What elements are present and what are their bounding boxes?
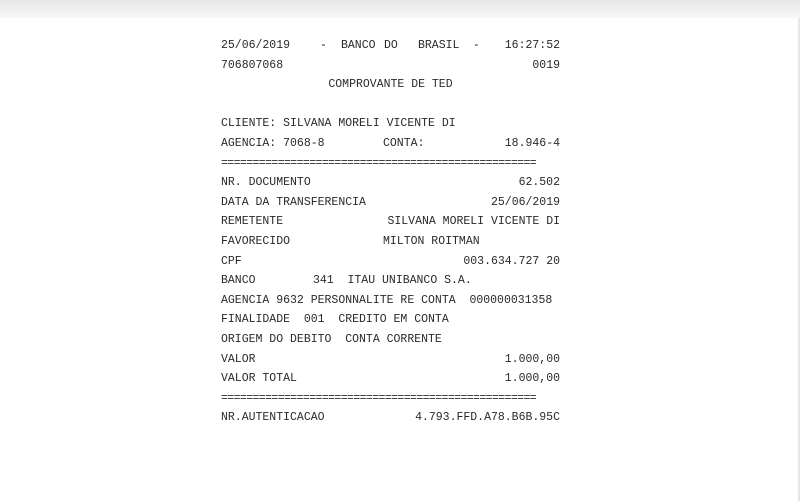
receipt-date: 25/06/2019 [221,39,291,52]
remetente-value: SILVANA MORELI VICENTE DI [387,215,560,229]
remetente-label: REMETENTE [221,215,284,229]
valor-value: 1.000,00 [504,352,560,366]
detail-row [221,291,560,311]
detail-row [221,350,560,370]
receipt-title: COMPROVANTE DE TED [328,78,453,92]
origem-line: ORIGEM DO DEBITO CONTA CORRENTE [221,332,442,346]
cpf-label: CPF [221,254,242,268]
detail-row [221,193,560,213]
viewer-top-bar [0,0,800,18]
detail-row [221,173,560,193]
client-agency: AGENCIA: 7068-8 [221,136,325,150]
bank-code: 0019 [532,58,560,72]
bank-name-part: BRASIL [418,39,460,52]
terminal-code: 706807068 [221,58,284,72]
agencia-line: AGENCIA 9632 PERSONNALITE RE CONTA 000000031358 [221,293,553,307]
valor-total-value: 1.000,00 [504,372,560,386]
detail-row [221,271,560,291]
detail-row [221,232,560,252]
conta-value: 18.946-4 [504,136,560,150]
cpf-value: 003.634.727 20 [463,254,560,268]
bank-name-part: BANCO [341,39,376,52]
banco-value: 341 ITAU UNIBANCO S.A. [313,274,472,288]
receipt-time: 16:27:52 [504,39,560,52]
valor-total-label: VALOR TOTAL [221,372,297,386]
detail-row [221,369,560,389]
transfer-date-value: 25/06/2019 [490,195,560,209]
valor-label: VALOR [221,352,256,366]
document-value: 62.502 [518,176,560,190]
document-label: NR. DOCUMENTO [221,176,311,190]
client-row [221,114,560,134]
detail-row [221,310,560,330]
detail-row [221,212,560,232]
separator-line: ================================================== [221,156,537,170]
receipt-header-row [221,36,560,56]
client-name: CLIENTE: SILVANA MORELI VICENTE DI [221,117,456,131]
auth-row [221,408,560,428]
auth-label: NR.AUTENTICACAO [221,411,325,425]
bank-name-part: DO [384,39,398,52]
conta-label: CONTA: [383,136,425,150]
auth-value: 4.793.FFD.A78.B6B.95C [415,411,560,425]
receipt [221,36,560,428]
transfer-date-label: DATA DA TRANSFERENCIA [221,195,366,209]
detail-row [221,330,560,350]
receipt-title-row [221,75,560,95]
favorecido-value: MILTON ROITMAN [383,234,480,248]
separator-line: ================================================== [221,391,537,405]
finalidade-line: FINALIDADE 001 CREDITO EM CONTA [221,313,449,327]
blank-row [221,95,560,115]
favorecido-label: FAVORECIDO [221,234,291,248]
banco-label: BANCO [221,274,256,288]
receipt-code-row [221,56,560,76]
detail-row [221,252,560,272]
account-row [221,134,560,154]
header-dash: - [320,39,327,52]
header-dash: - [473,39,480,52]
